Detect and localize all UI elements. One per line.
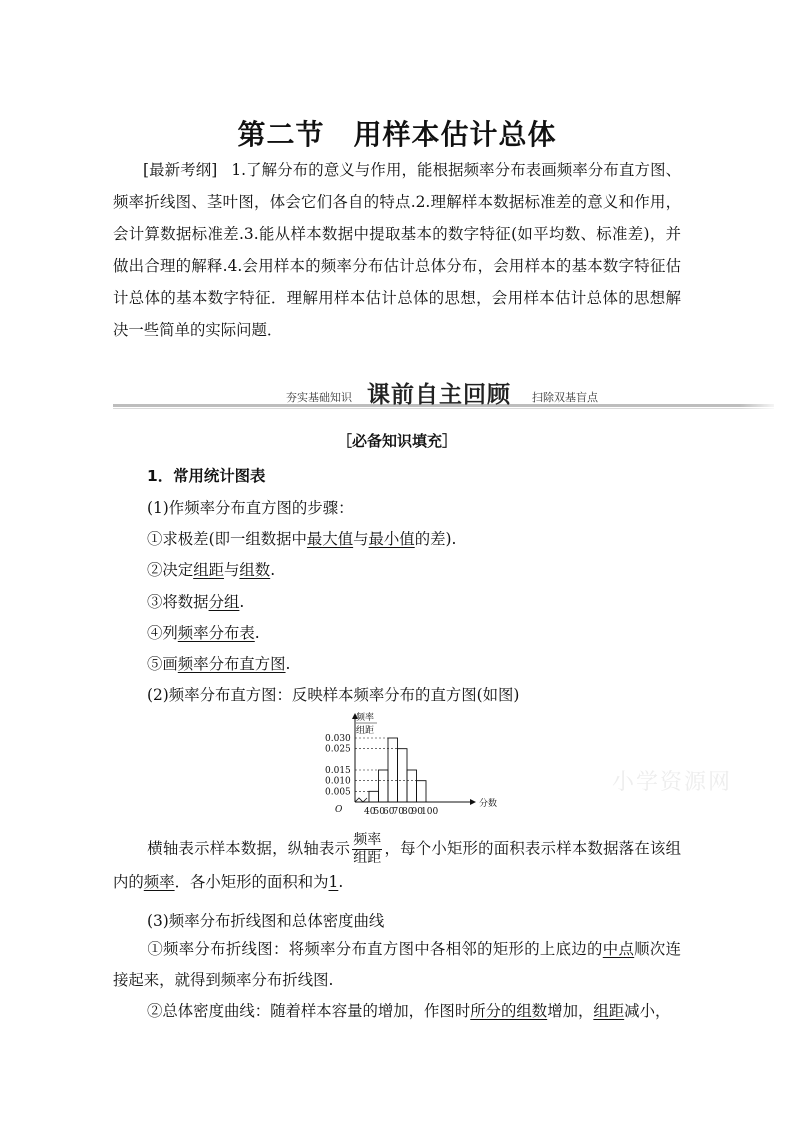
step-4: ④列频率分布表. <box>147 624 260 642</box>
page-title: 第二节 用样本估计总体 <box>237 118 557 151</box>
polygon-heading: (3)频率分布折线图和总体密度曲线 <box>147 912 385 930</box>
blank-answer: 最大值 <box>306 530 354 548</box>
x-tick-label: 50 <box>373 807 385 817</box>
banner-right-text: 扫除双基盲点 <box>532 391 598 404</box>
density-paragraph: ②总体密度曲线：随着样本容量的增加，作图时所分的组数增加，组距减小， <box>147 1002 671 1020</box>
x-label: 分数 <box>479 799 498 809</box>
y-label-num: 频率 <box>356 713 375 723</box>
y-tick-label: 0.015 <box>325 766 351 776</box>
histogram-bar <box>398 749 408 802</box>
section-heading: ［必备知识填充］ <box>336 432 457 450</box>
histogram-intro: (2)频率分布直方图：反映样本频率分布的直方图(如图) <box>147 686 520 704</box>
watermark: 小学资源网 <box>612 770 733 795</box>
heading-common-charts: 1．常用统计图表 <box>147 467 266 485</box>
intro-paragraph <box>113 154 681 346</box>
x-tick-label: 90 <box>411 807 423 817</box>
intro-tag: [最新考纲] <box>143 161 218 179</box>
blank-answer: 组距 <box>593 1002 625 1020</box>
blank-answer: 所分的组数 <box>470 1002 548 1020</box>
step-1: ①求极差(即一组数据中最大值与最小值的差). <box>147 530 457 548</box>
y-tick-label: 0.030 <box>325 734 351 744</box>
axis-paragraph: 横轴表示样本数据，纵轴表示 $\frac{\text{频率}}{\text{组距}}$ ，每个小矩形的面积表示样本数据落在该组内的频率．各小矩形的面积和为1. <box>113 832 681 891</box>
blank-answer: 中点 <box>602 940 635 958</box>
x-tick-label: 80 <box>402 807 414 817</box>
section-banner <box>113 376 774 410</box>
blank-answer: 频率分布表 <box>177 624 255 642</box>
x-tick-label: 40 <box>364 807 376 817</box>
blank-answer: 1 <box>328 873 339 891</box>
blank-answer: 频率 <box>143 873 175 891</box>
x-tick-label: 60 <box>383 807 395 817</box>
histogram-chart <box>325 710 505 822</box>
y-tick-label: 0.005 <box>325 787 351 798</box>
fraction-freq-over-width: $\frac{\text{频率}}{\text{组距}}$ <box>353 832 382 866</box>
origin-label: O <box>335 805 343 815</box>
banner-title: 课前自主回顾 <box>367 382 511 408</box>
blank-answer: 最小值 <box>368 530 415 548</box>
step-2: ②决定组距与组数. <box>147 561 276 579</box>
step-intro: (1)作频率分布直方图的步骤： <box>147 499 354 517</box>
y-label-den: 组距 <box>356 726 375 736</box>
blank-answer: 组距 <box>193 561 224 579</box>
step-5: ⑤画频率分布直方图. <box>147 655 291 673</box>
y-tick-label: 0.025 <box>325 744 351 755</box>
histogram-bar <box>417 781 427 802</box>
banner-left-text: 夯实基础知识 <box>286 391 352 404</box>
axis-break <box>355 798 367 802</box>
polygon-paragraph: ①频率分布折线图：将频率分布直方图中各相邻的矩形的上底边的中点顺次连接起来，就得到频率分布折线图. <box>113 940 681 989</box>
blank-answer: 组数 <box>239 561 271 579</box>
blank-answer: 分组 <box>208 593 240 611</box>
intro-text: 1.了解分布的意义与作用，能根据频率分布表画频率分布直方图、频率折线图、茎叶图，体会它们各自的特点.2.理解样本数据标准差的意义和作用，会计算数据标准差.3.能从样本数据中提取基本的数字特征(如平均数、标准差)，并做出合理的解释.4.会用样本的频率分布估计总体分布，会用样本的基本数字特征估计总体的基本数字特征．理解用样本估计总体的思想，会用样本估计总体的思想解决一些简单的实际问题． <box>113 161 682 339</box>
x-tick-label: 70 <box>392 807 404 817</box>
blank-answer: 频率分布直方图 <box>177 655 286 673</box>
histogram-bar <box>407 770 417 802</box>
histogram-bar <box>369 791 379 802</box>
histogram-bar <box>379 770 389 802</box>
histogram-bar <box>388 738 398 802</box>
x-tick-label: 100 <box>421 807 439 817</box>
step-3: ③将数据分组. <box>147 593 245 611</box>
y-tick-label: 0.010 <box>325 776 351 787</box>
